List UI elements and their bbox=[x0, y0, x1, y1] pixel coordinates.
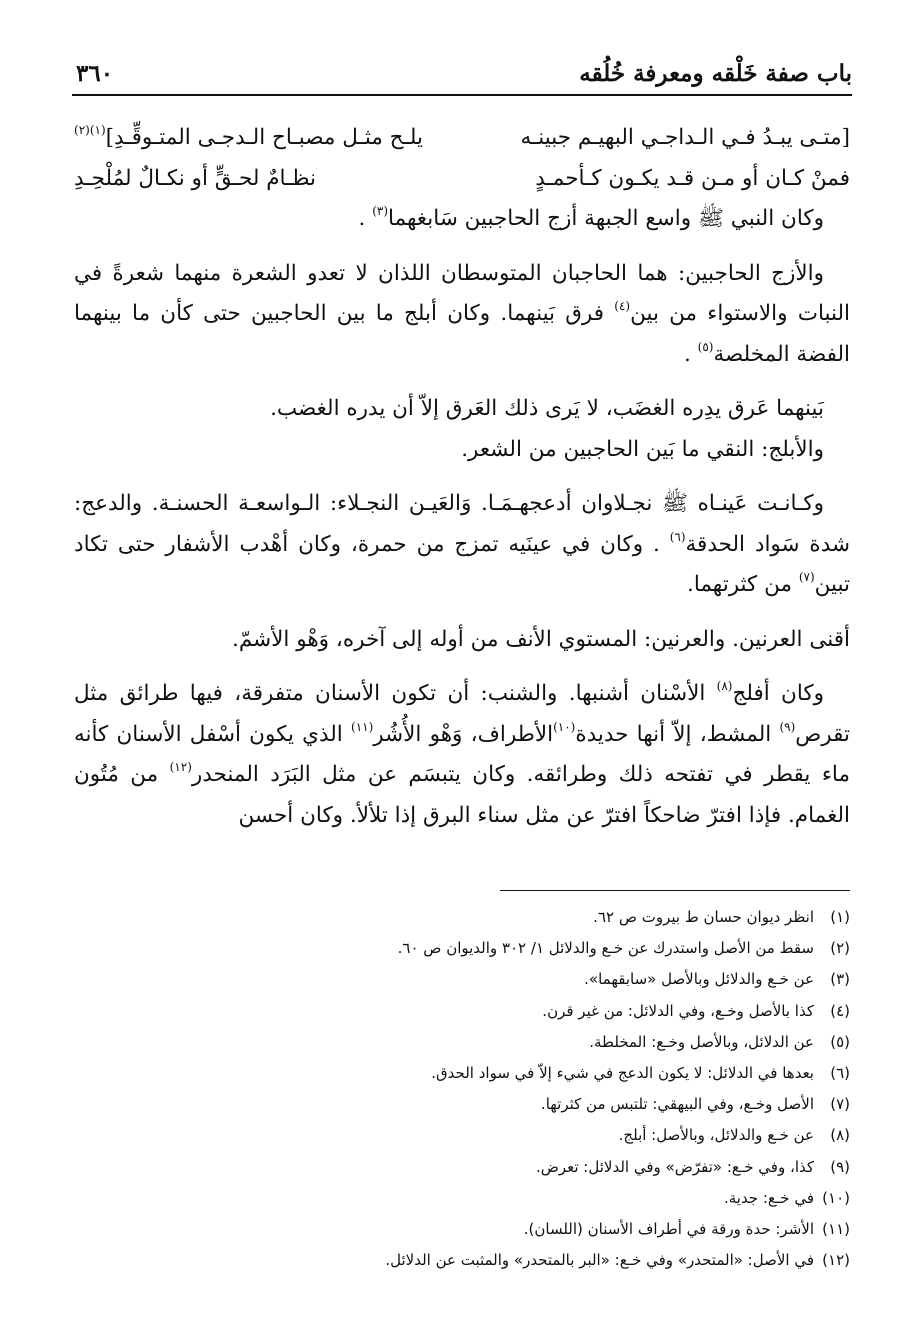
footnote-item bbox=[74, 1214, 850, 1245]
verse-first-hemistich: فمنْ كـان أو مـن قـد يكـون كـأحمـدٍ bbox=[535, 165, 850, 191]
footnote-ref[interactable]: (٧) bbox=[798, 570, 815, 584]
footnote-item bbox=[74, 1245, 850, 1276]
footnote-item bbox=[74, 1089, 850, 1120]
footnote-item bbox=[74, 964, 850, 995]
footnote-item bbox=[74, 902, 850, 933]
footnote-text: كذا بالأصل وخـع، وفي الدلائل: من غير قرن. bbox=[542, 1001, 814, 1020]
footnote-ref[interactable]: (٥) bbox=[697, 339, 714, 354]
footnote-ref[interactable]: (١٢) bbox=[169, 760, 192, 774]
poem-verse-2 bbox=[74, 159, 850, 200]
footnote-text: بعدها في الدلائل: لا يكون الدعج في شيء إلاّ في سواد الحدق. bbox=[431, 1064, 814, 1083]
paragraph: والأبلج: النقي ما بَين الحاجبين من الشعر. bbox=[461, 436, 824, 462]
footnote-text: الأصل وخـع، وفي البيهقي: تلتبس من كثرتها. bbox=[540, 1095, 814, 1114]
footnote-number: (١) bbox=[830, 908, 850, 926]
footnote-item bbox=[74, 1058, 850, 1089]
paragraph: وكان النبي ﷺ واسع الجبهة أزج الحاجبين سَابغهما$^{(٣)}$ . bbox=[358, 204, 824, 231]
footnote-number: (٣) bbox=[830, 970, 850, 989]
footnote-number: (٥) bbox=[830, 1032, 850, 1051]
footnote-text: عن خـع والدلائل، وبالأصل: أبلج. bbox=[618, 1126, 814, 1145]
footnote-number: (٦) bbox=[830, 1064, 850, 1083]
paragraph: وكان أفلج$^{(٨)}$ الأسْنان أشنبها. والشنب: أن تكون الأسنان متفرقة، فيها طرائق مثل تقرص$^{(٩)}$ المشط، إلاّ أنها حديدة$^{(١٠)}$الأطراف، وَهْو الأُشُر$^{(١١)}$ الذي يكون أسْفل الأسنان كأنه ماء يقطر في تفتحه ذلك وطرائقه. وكان يتبسَم عن مثل البَرَد المنحدر$^{(١٢)}$ من مُتُون الغمام. فإذا افترّ ضاحكاً افترّ عن مثل سناء البرق إذا تلألأ. وكان أحسن bbox=[74, 679, 850, 828]
footnote-text: سقط من الأصل واستدرك عن خـع والدلائل ١/ ٣٠٢ والديوان ص ٦٠. bbox=[397, 939, 814, 958]
footnote-number: (١١) bbox=[822, 1220, 850, 1239]
footnote-ref[interactable]: (١٠) bbox=[553, 719, 576, 734]
running-header bbox=[72, 58, 852, 96]
footnote-text: انظر ديوان حسان ط بيروت ص ٦٢. bbox=[593, 908, 814, 926]
verse-first-hemistich: [متـى يبـدُ فـي الـداجـي البهيـم جبينـه bbox=[520, 125, 850, 150]
verse-second-hemistich: نظـامٌ لحـقٍّ أو نكـالٌ لمُلْحِـدِ bbox=[74, 165, 317, 191]
paragraph: بَينهما عَرق يدِره الغضَب، لا يَرى ذلك العَرق إلاّ أن يدره الغضب. bbox=[270, 396, 824, 421]
footnote-number: (٩) bbox=[830, 1157, 850, 1176]
footnote-ref[interactable]: (٦) bbox=[669, 529, 686, 544]
footnote-ref[interactable]: (٨) bbox=[716, 679, 733, 693]
footnote-separator bbox=[500, 890, 850, 891]
footnote-number: (١٢) bbox=[822, 1251, 850, 1270]
paragraph: أقنى العرنين. والعرنين: المستوي الأنف من أوله إلى آخره، وَهْو الأشمّ. bbox=[232, 626, 850, 652]
footnote-item bbox=[74, 1120, 850, 1151]
footnote-text: عن خـع والدلائل وبالأصل «سابقهما». bbox=[584, 970, 814, 989]
footnote-ref[interactable]: (١)(٢) bbox=[74, 123, 106, 137]
footnote-ref[interactable]: (١١) bbox=[351, 719, 374, 734]
footnote-item bbox=[74, 1152, 850, 1183]
footnote-number: (٨) bbox=[830, 1126, 850, 1145]
page-number: ٣٦٠ bbox=[76, 60, 114, 87]
footnote-item bbox=[74, 1183, 850, 1214]
paragraph: وكـانـت عَينـاه ﷺ نجـلاوان أدعجهـمَـا. وَالعَيـن النجـلاء: الـواسعـة الحسنـة. والدعج: شدة سَواد الحدقة$^{(٦)}$ . وكان في عينَيه تمزج من حمرة، وكان أهْدب الأشفار حتى تكاد تبين$^{(٧)}$ من كثرتهما. bbox=[74, 491, 850, 597]
footnote-number: (٤) bbox=[830, 1001, 850, 1020]
poem-verse-1 bbox=[74, 118, 850, 159]
verse-second-hemistich: يلـح مثـل مصبـاح الـدجـى المتـوقِّـدِ]$^{(١)(٢)}$ bbox=[74, 123, 423, 150]
footnote-text: عن الدلائل، وبالأصل وخـع: المخلطة. bbox=[589, 1032, 814, 1051]
footnotes bbox=[74, 902, 850, 1276]
footnote-text: كذا، وفي خـع: «تفرّض» وفي الدلائل: تعرض. bbox=[535, 1157, 814, 1176]
footnote-ref[interactable]: (٩) bbox=[779, 719, 796, 734]
footnote-text: في خـع: جدية. bbox=[723, 1188, 814, 1207]
footnote-item bbox=[74, 1027, 850, 1058]
footnote-ref[interactable]: (٤) bbox=[614, 299, 631, 313]
footnote-number: (١٠) bbox=[822, 1188, 850, 1207]
footnote-text: في الأصل: «المتحدر» وفي خـع: «البر بالمتحدر» والمثبت عن الدلائل. bbox=[385, 1251, 814, 1270]
paragraph: والأزج الحاجبين: هما الحاجبان المتوسطان اللذان لا تعدو الشعرة منهما شعرةً في النبات والاستواء من بين$^{(٤)}$ فرق بَينهما. وكان أبلج ما بين الحاجبين حتى كأن ما بينهما الفضة المخلصة$^{(٥)}$ . bbox=[74, 260, 851, 367]
footnote-number: (٧) bbox=[830, 1095, 850, 1114]
footnote-number: (٢) bbox=[830, 939, 850, 958]
footnote-text: الأشر: حدة ورقة في أطراف الأسنان (اللسان). bbox=[523, 1220, 814, 1239]
footnote-ref[interactable]: (٣) bbox=[372, 204, 389, 218]
main-text bbox=[74, 118, 850, 836]
footnote-item bbox=[74, 933, 850, 964]
footnote-item bbox=[74, 996, 850, 1027]
chapter-title: باب صفة خَلْقه ومعرفة خُلُقه bbox=[579, 60, 852, 87]
